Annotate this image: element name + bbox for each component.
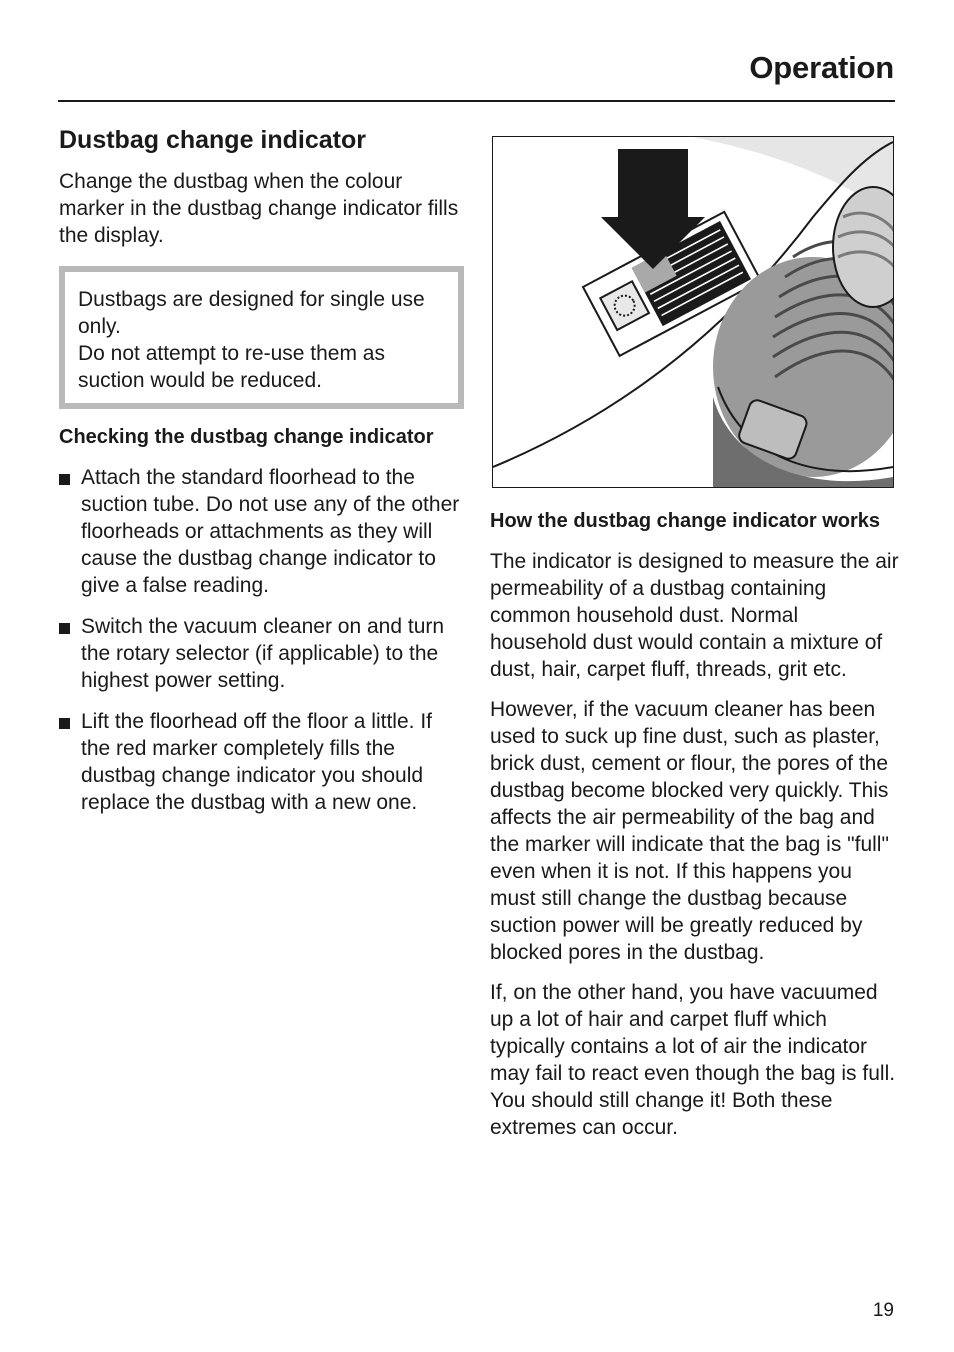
step-text: Lift the floorhead off the floor a little. If the red marker completely fills the dustbag change indicator you should replace the dustbag with a new one. [81, 710, 432, 814]
how-paragraph-2: However, if the vacuum cleaner has been used to suck up fine dust, such as plaster, brick dust, cement or flour, the pores of the dustbag become blocked very quickly. This affects the air permeability of the bag and the marker will indicate that the bag is "full" even when it is not. If this happens you must still change the dustbag because suction power will be greatly reduced by blocked pores in the dustbag. [490, 698, 889, 964]
bullet-square-icon [59, 623, 70, 634]
checking-steps [59, 464, 467, 816]
page-title: Operation [749, 50, 894, 85]
dustbag-indicator-icon [493, 137, 893, 487]
step-text: Switch the vacuum cleaner on and turn the rotary selector (if applicable) to the highest power setting. [81, 615, 445, 692]
note-box [59, 266, 464, 409]
bullet-square-icon [59, 718, 70, 729]
bullet-square-icon [59, 474, 70, 485]
intro-text: Change the dustbag when the colour marker in the dustbag change indicator fills the display. [59, 170, 459, 247]
note-line-1: Dustbags are designed for single use only. [78, 288, 425, 338]
step-text: Attach the standard floorhead to the suction tube. Do not use any of the other floorheads or attachments as they will cause the dustbag change indicator to give a false reading. [81, 466, 460, 597]
left-column [59, 124, 467, 830]
checking-title: Checking the dustbag change indicator [59, 426, 434, 448]
how-it-works-title: How the dustbag change indicator works [490, 510, 881, 532]
header-divider [58, 100, 895, 102]
list-item [59, 613, 467, 694]
list-item [59, 464, 467, 599]
dustbag-indicator-illustration [492, 136, 894, 488]
section-title: Dustbag change indicator [59, 126, 366, 154]
how-paragraph-3: If, on the other hand, you have vacuumed up a lot of hair and carpet fluff which typically contains a lot of air the indicator may fail to react even though the bag is full. You should still change it! Both these extremes can occur. [490, 981, 896, 1139]
page-number: 19 [872, 1300, 894, 1321]
note-line-2: Do not attempt to re-use them as suction would be reduced. [78, 342, 385, 392]
right-column [490, 508, 900, 1154]
how-paragraph-1: The indicator is designed to measure the air permeability of a dustbag containing common household dust. Normal household dust would contain a mixture of dust, hair, carpet fluff, threads, grit etc. [490, 550, 899, 681]
list-item [59, 708, 467, 816]
